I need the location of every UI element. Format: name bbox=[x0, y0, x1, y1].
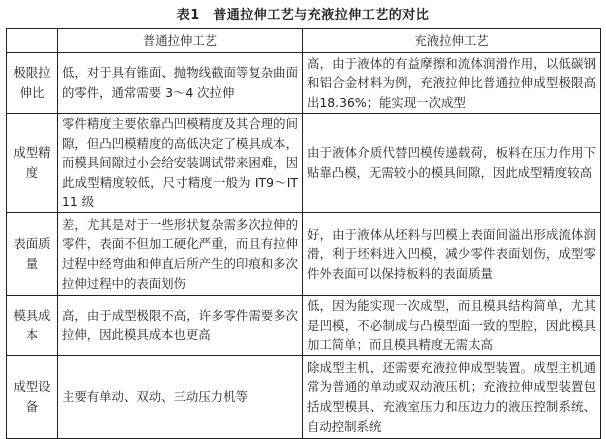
table-row bbox=[7, 114, 601, 213]
hydro-cell: 由于液体介质代替凹模传递载荷，板料在压力作用下贴靠凸模，无需较小的模具间隙，因此成型精度较高 bbox=[303, 114, 601, 213]
table-row bbox=[7, 355, 601, 438]
ordinary-cell: 差，尤其是对于一些形状复杂需多次拉伸的零件，表面不但加工硬化严重，而且有拉伸过程中经弯曲和伸直后所产生的印痕和多次拉伸过程中的表面划伤 bbox=[58, 212, 303, 295]
table-caption: 表1 普通拉伸工艺与充液拉伸工艺的对比 bbox=[176, 8, 430, 23]
ordinary-cell: 高，由于成型极限不高，许多零件需要多次拉伸，因此模具成本也更高 bbox=[58, 295, 303, 355]
ordinary-cell: 零件精度主要依靠凸凹模精度及其合理的间隙，但凸凹模精度的高低决定了模具成本，而模具间隙过小会给安装调试带来困难，因此成型精度较低，尺寸精度一般为 IT9～IT11 级 bbox=[58, 114, 303, 213]
table-row bbox=[7, 212, 601, 295]
header-ordinary: 普通拉伸工艺 bbox=[58, 29, 303, 53]
row-label: 成型设备 bbox=[7, 355, 58, 438]
table-header-row bbox=[7, 29, 601, 53]
hydro-cell: 低，因为能实现一次成型，而且模具结构简单，尤其是凹模，不必制成与凸模型面一致的型腔，因此模具加工简单；而且模具精度无需太高 bbox=[303, 295, 601, 355]
hydro-cell: 高，由于液体的有益摩擦和流体润滑作用，以低碳钢和铝合金材料为例，充液拉伸比普通拉伸成型极限高出18.36%；能实现一次成型 bbox=[303, 53, 601, 114]
table-row bbox=[7, 295, 601, 355]
comparison-table bbox=[6, 28, 601, 439]
row-label: 表面质量 bbox=[7, 212, 58, 295]
hydro-cell: 好，由于液体从坯料与凹模上表面间溢出形成流体润滑，利于坯料进入凹模，减少零件表面划伤，成型零件外表面可以保持板料的表面质量 bbox=[303, 212, 601, 295]
row-label: 模具成本 bbox=[7, 295, 58, 355]
ordinary-cell: 主要有单动、双动、三动压力机等 bbox=[58, 355, 303, 438]
hydro-cell: 除成型主机，还需要充液拉伸成型装置。成型主机通常为普通的单动或双动液压机；充液拉伸成型装置包括成型模具、充液室压力和压边力的液压控制系统、自动控制系统 bbox=[303, 355, 601, 438]
header-empty bbox=[7, 29, 58, 53]
ordinary-cell: 低，对于具有锥面、抛物线截面等复杂曲面的零件，通常需要 3～4 次拉伸 bbox=[58, 53, 303, 114]
header-hydro: 充液拉伸工艺 bbox=[303, 29, 601, 53]
table-row bbox=[7, 53, 601, 114]
row-label: 极限拉伸比 bbox=[7, 53, 58, 114]
row-label: 成型精度 bbox=[7, 114, 58, 213]
